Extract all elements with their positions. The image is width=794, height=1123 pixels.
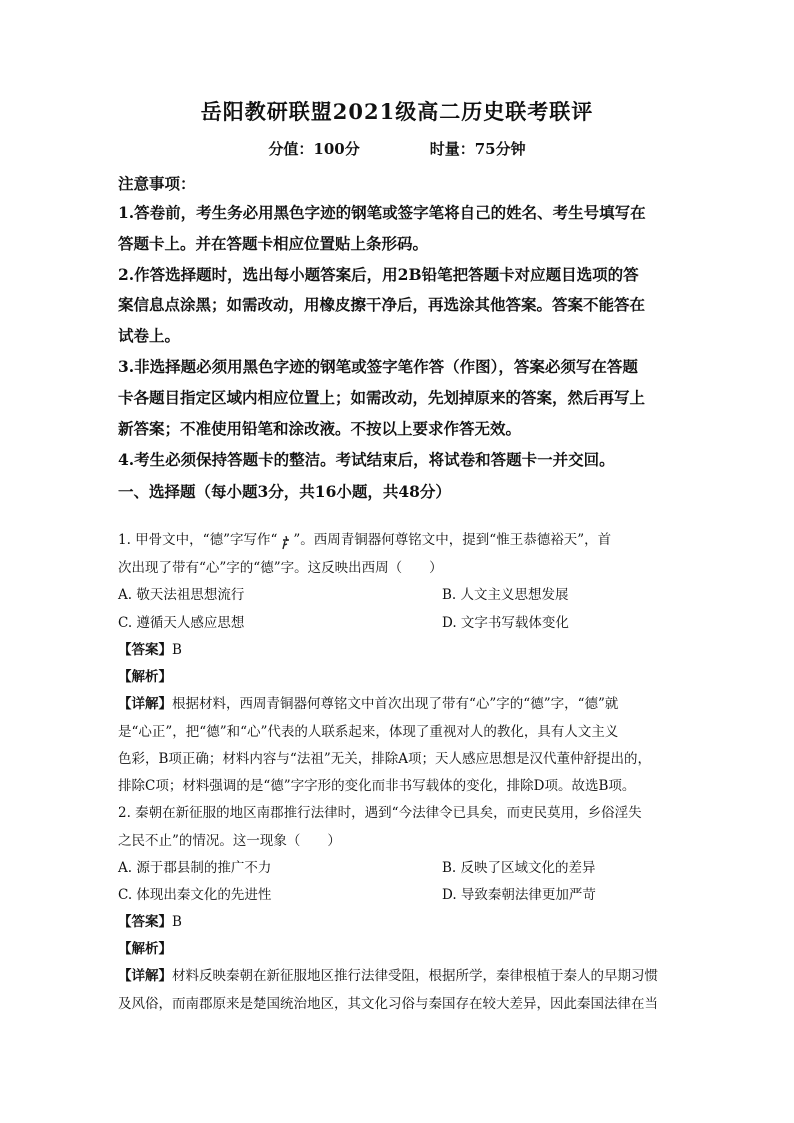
section-heading: 一、选择题（每小题3分，共16小题，共48分） bbox=[118, 482, 451, 501]
question-2-option-d: D. 导致秦朝法律更加严苛 bbox=[442, 887, 596, 903]
detail-text: 根据材料，西周青铜器何尊铭文中首次出现了带有“心”字的“德”字，“德”就 bbox=[172, 696, 619, 712]
question-2-answer bbox=[118, 910, 182, 930]
question-1-stem bbox=[118, 528, 611, 550]
question-1-analysis-label bbox=[118, 665, 172, 685]
score-label: 分值：100分 bbox=[268, 140, 360, 158]
question-2-analysis-label bbox=[118, 937, 172, 957]
exam-title: 岳阳教研联盟2021级高二历史联考联评 bbox=[200, 99, 594, 124]
detail-label: 【详解】 bbox=[118, 968, 172, 984]
question-2-option-c: C. 体现出秦文化的先进性 bbox=[118, 887, 272, 903]
question-2-stem: 2. 秦朝在新征服的地区南郡推行法律时，遇到“今法律令已具矣，而吏民莫用，乡俗淫失 bbox=[118, 805, 642, 821]
question-2-option-b: B. 反映了区域文化的差异 bbox=[442, 860, 596, 876]
question-1-option-b: B. 人文主义思想发展 bbox=[442, 587, 569, 603]
question-1-option-c: C. 遵循天人感应思想 bbox=[118, 615, 245, 631]
question-1-detail bbox=[118, 692, 618, 712]
question-1-detail-line: 色彩，B项正确；材料内容与“法祖”无关，排除A项；天人感应思想是汉代董仲舒提出的， bbox=[118, 751, 651, 767]
question-1-detail-line: 是“心正”，把“德”和“心”代表的人联系起来，体现了重视对人的教化，具有人文主义 bbox=[118, 724, 619, 740]
question-1-detail-line: 排除C项；材料强调的是“德”字字形的变化而非书写载体的变化，排除D项。故选B项。 bbox=[118, 778, 636, 794]
question-1-option-a: A. 敬天法祖思想流行 bbox=[118, 587, 245, 603]
notice-line: 4.考生必须保持答题卡的整洁。考试结束后，将试卷和答题卡一并交回。 bbox=[118, 450, 615, 469]
question-2-option-a: A. 源于郡县制的推广不力 bbox=[118, 860, 272, 876]
detail-label: 【详解】 bbox=[118, 696, 172, 712]
analysis-label: 【解析】 bbox=[118, 669, 172, 685]
analysis-label: 【解析】 bbox=[118, 941, 172, 957]
question-2-detail-line: 及风俗，而南郡原来是楚国统治地区，其文化习俗与秦国存在较大差异，因此秦国法律在当 bbox=[118, 996, 658, 1012]
notice-line: 答题卡上。并在答题卡相应位置贴上条形码。 bbox=[118, 234, 429, 253]
notice-heading: 注意事项： bbox=[118, 174, 196, 193]
question-1-answer bbox=[118, 638, 182, 658]
answer-label: 【答案】 bbox=[118, 914, 172, 930]
question-1-stem-end: ”。西周青铜器何尊铭文中，提到“惟王恭德裕天”，首 bbox=[293, 532, 612, 548]
answer-label: 【答案】 bbox=[118, 642, 172, 658]
notice-line: 1.答卷前，考生务必用黑色字迹的钢笔或签字笔将自己的姓名、考生号填写在 bbox=[118, 203, 646, 222]
question-1-stem-line2: 次出现了带有“心”字的“德”字。这反映出西周（ ） bbox=[118, 560, 443, 576]
oracle-bone-de-glyph-icon bbox=[277, 536, 293, 550]
question-1-stem-start: 1. 甲骨文中，“德”字写作“ bbox=[118, 532, 278, 548]
notice-line: 新答案；不准使用铅笔和涂改液。不按以上要求作答无效。 bbox=[118, 419, 522, 438]
question-2-detail bbox=[118, 964, 658, 984]
time-label: 时量：75分钟 bbox=[429, 140, 526, 158]
notice-line: 卡各题目指定区域内相应位置上；如需改动，先划掉原来的答案，然后再写上 bbox=[118, 388, 646, 407]
notice-line: 3.非选择题必须用黑色字迹的钢笔或签字笔作答（作图），答案必须写在答题 bbox=[118, 357, 638, 376]
detail-text: 材料反映秦朝在新征服地区推行法律受阻，根据所学，秦律根植于秦人的早期习惯 bbox=[172, 968, 658, 984]
notice-line: 案信息点涂黑；如需改动，用橡皮擦干净后，再选涂其他答案。答案不能答在 bbox=[118, 295, 646, 314]
notice-line: 2.作答选择题时，选出每小题答案后，用2B铅笔把答题卡对应题目选项的答 bbox=[118, 265, 639, 284]
notice-line: 试卷上。 bbox=[118, 326, 181, 345]
question-1-option-d: D. 文字书写载体变化 bbox=[442, 615, 569, 631]
answer-value: B bbox=[172, 642, 182, 658]
answer-value: B bbox=[172, 914, 182, 930]
exam-meta bbox=[0, 138, 794, 159]
question-2-stem-line2: 之民不止”的情况。这一现象（ ） bbox=[118, 833, 341, 849]
